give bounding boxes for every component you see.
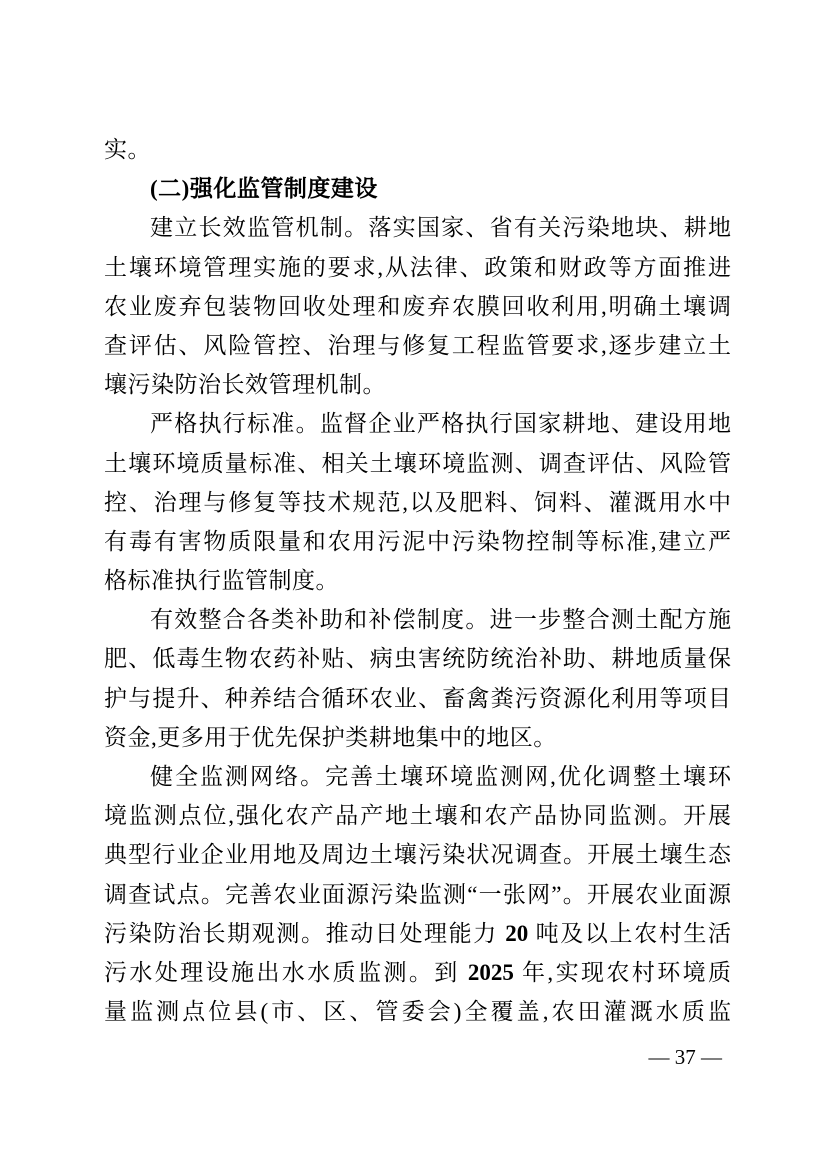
text-line: 实。 (104, 137, 151, 162)
text-line: 量监测点位县(市、区、管委会)全覆盖,农田灌溉水质监 (104, 999, 731, 1025)
text-line: (二)强化监管制度建设 (150, 176, 378, 202)
text-line: 建立长效监管机制。落实国家、省有关污染地块、耕地 (150, 215, 731, 241)
text-line: 查评估、风险管控、治理与修复工程监管要求,逐步建立土 (104, 332, 731, 358)
text-line: 土壤环境管理实施的要求,从法律、政策和财政等方面推进 (104, 254, 731, 280)
text-line: 典型行业企业用地及周边土壤污染状况调查。开展土壤生态 (104, 842, 731, 868)
text-line: 严格执行标准。监督企业严格执行国家耕地、建设用地 (150, 411, 731, 437)
text-line: 控、治理与修复等技术规范,以及肥料、饲料、灌溉用水中 (104, 489, 731, 515)
text-line: 格标准执行监管制度。 (104, 568, 339, 594)
page-number: — 37 — (648, 1045, 722, 1069)
text-line: 调查试点。完善农业面源污染监测“一张网”。开展农业面源 (104, 881, 731, 907)
text-line: 污染防治长期观测。推动日处理能力 20 吨及以上农村生活 (104, 920, 732, 946)
text-line: 污水处理设施出水水质监测。到 2025 年,实现农村环境质 (104, 959, 731, 985)
document-body (104, 130, 731, 1031)
text-line: 护与提升、种养结合循环农业、畜禽粪污资源化利用等项目 (104, 685, 731, 711)
text-line: 有毒有害物质限量和农用污泥中污染物控制等标准,建立严 (104, 528, 731, 554)
text-line: 境监测点位,强化农产品产地土壤和农产品协同监测。开展 (104, 803, 731, 829)
text-line: 壤污染防治长效管理机制。 (104, 372, 386, 398)
text-line: 有效整合各类补助和补偿制度。进一步整合测土配方施 (150, 607, 731, 633)
text-line: 健全监测网络。完善土壤环境监测网,优化调整土壤环 (150, 764, 731, 789)
text-line: 土壤环境质量标准、相关土壤环境监测、调查评估、风险管 (104, 450, 731, 476)
text-line: 农业废弃包装物回收处理和废弃农膜回收利用,明确土壤调 (104, 293, 731, 319)
text-line: 肥、低毒生物农药补贴、病虫害统防统治补助、耕地质量保 (104, 646, 731, 672)
text-line: 资金,更多用于优先保护类耕地集中的地区。 (104, 724, 557, 750)
